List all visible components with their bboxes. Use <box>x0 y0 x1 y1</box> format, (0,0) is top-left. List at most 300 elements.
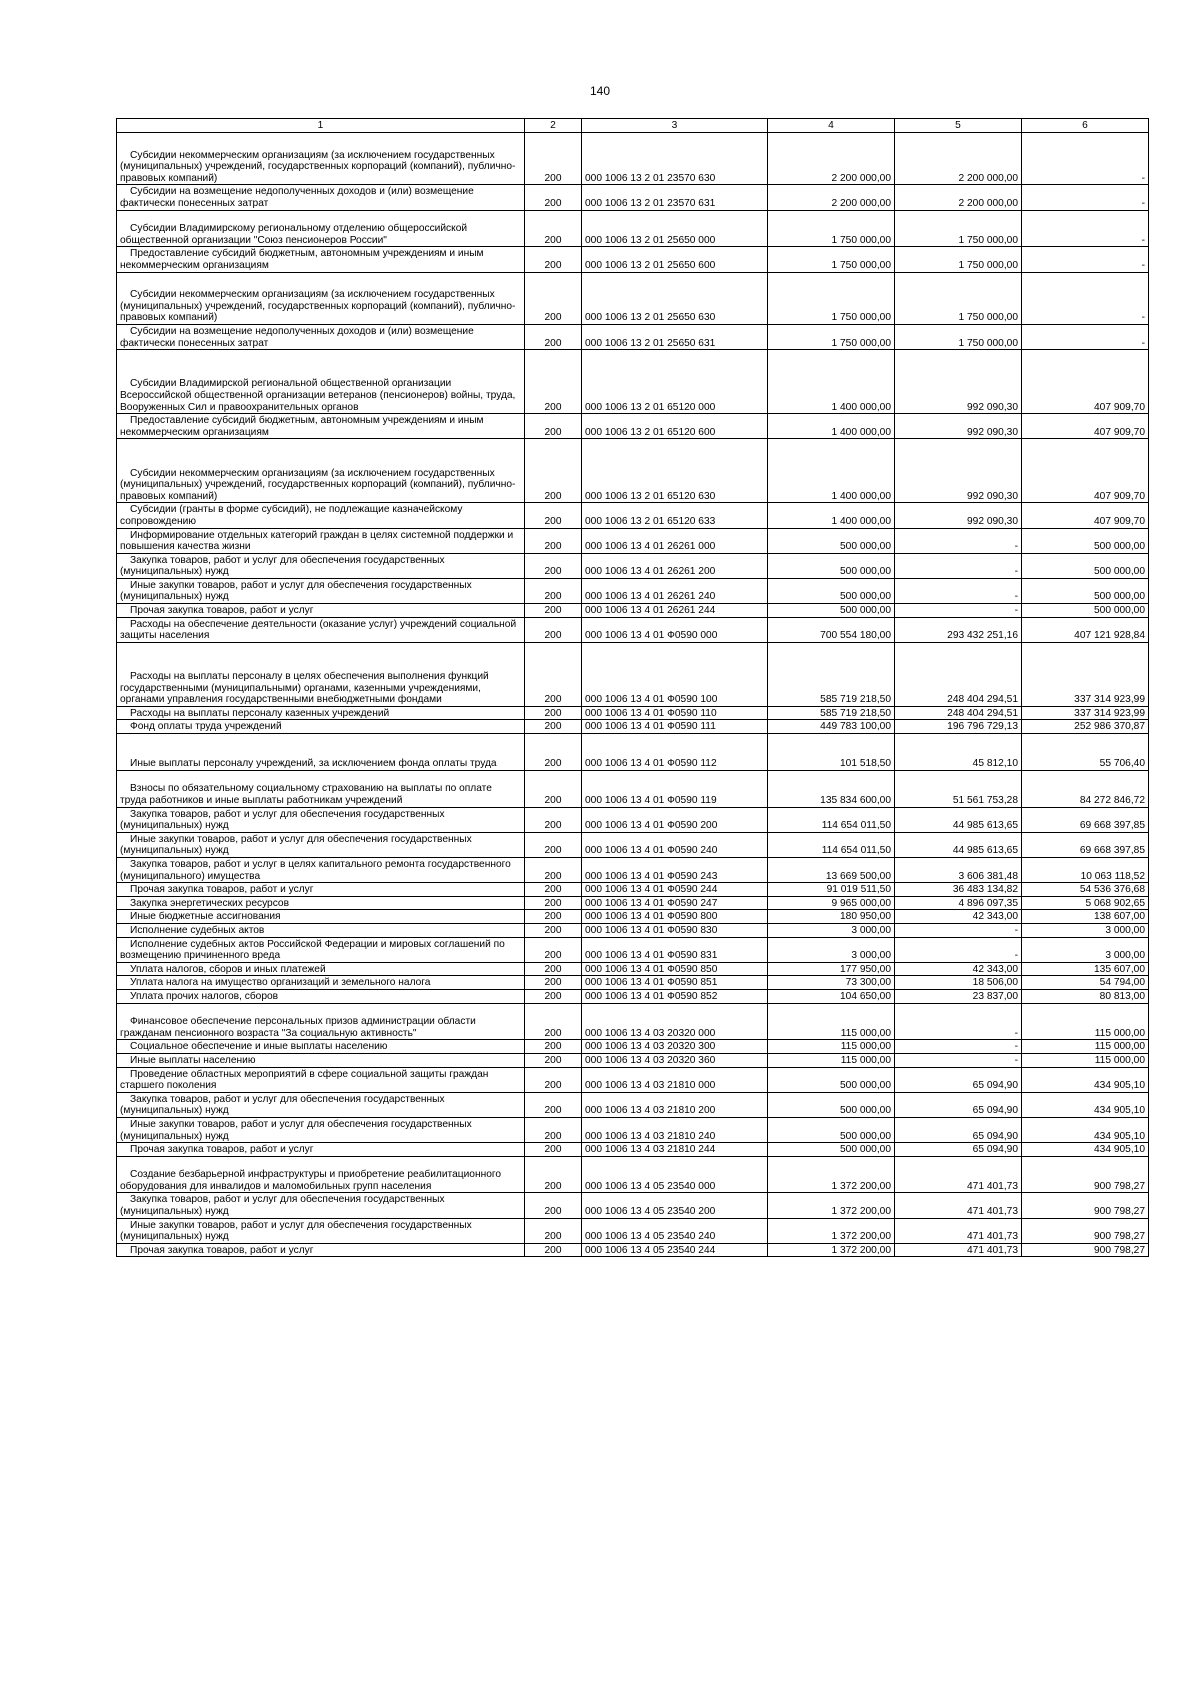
row-plan-amount: 177 950,00 <box>768 962 895 976</box>
row-budget-code: 000 1006 13 4 01 Ф0590 000 <box>582 617 768 642</box>
row-executed-amount: 44 985 613,65 <box>895 807 1022 832</box>
row-budget-code: 000 1006 13 2 01 25650 630 <box>582 272 768 324</box>
row-plan-amount: 180 950,00 <box>768 910 895 924</box>
table-row <box>117 832 1149 857</box>
row-admin-code: 200 <box>525 414 582 439</box>
row-name-text: Взносы по обязательному социальному страхованию на выплаты по оплате труда работников и иные выплаты работникам учреждений <box>120 783 492 807</box>
row-name <box>117 1067 525 1092</box>
row-remaining-amount: 135 607,00 <box>1022 962 1149 976</box>
row-plan-amount: 1 372 200,00 <box>768 1156 895 1193</box>
row-name <box>117 617 525 642</box>
row-executed-amount: 65 094,90 <box>895 1117 1022 1142</box>
row-name-text: Закупка товаров, работ и услуг для обеспечения государственных (муниципальных) нужд <box>120 1093 445 1117</box>
table-row <box>117 1193 1149 1218</box>
row-budget-code: 000 1006 13 4 03 21810 240 <box>582 1117 768 1142</box>
row-name <box>117 210 525 247</box>
row-executed-amount: 65 094,90 <box>895 1092 1022 1117</box>
row-remaining-amount: 115 000,00 <box>1022 1053 1149 1067</box>
row-budget-code: 000 1006 13 4 01 Ф0590 851 <box>582 976 768 990</box>
row-remaining-amount: 3 000,00 <box>1022 937 1149 962</box>
row-executed-amount: 51 561 753,28 <box>895 770 1022 807</box>
row-remaining-amount: - <box>1022 272 1149 324</box>
row-budget-code: 000 1006 13 2 01 65120 633 <box>582 503 768 528</box>
row-budget-code: 000 1006 13 4 05 23540 240 <box>582 1218 768 1243</box>
row-budget-code: 000 1006 13 4 01 Ф0590 800 <box>582 910 768 924</box>
row-name-text: Уплата налогов, сборов и иных платежей <box>130 963 326 975</box>
row-budget-code: 000 1006 13 4 01 Ф0590 110 <box>582 706 768 720</box>
row-plan-amount: 73 300,00 <box>768 976 895 990</box>
row-executed-amount: - <box>895 937 1022 962</box>
row-name-text: Прочая закупка товаров, работ и услуг <box>130 884 314 896</box>
row-budget-code: 000 1006 13 4 01 Ф0590 111 <box>582 720 768 734</box>
column-header-4: 4 <box>768 119 895 133</box>
row-plan-amount: 114 654 011,50 <box>768 807 895 832</box>
table-row <box>117 734 1149 771</box>
row-remaining-amount: 407 121 928,84 <box>1022 617 1149 642</box>
row-name <box>117 528 525 553</box>
row-name <box>117 414 525 439</box>
row-name <box>117 832 525 857</box>
row-name <box>117 770 525 807</box>
row-plan-amount: 2 200 000,00 <box>768 133 895 185</box>
row-name-text: Закупка товаров, работ и услуг в целях капитального ремонта государственного (муниципального) имущества <box>120 859 511 882</box>
row-admin-code: 200 <box>525 439 582 503</box>
row-name <box>117 439 525 503</box>
row-remaining-amount: 434 905,10 <box>1022 1143 1149 1157</box>
row-admin-code: 200 <box>525 923 582 937</box>
table-header-row <box>117 119 1149 133</box>
row-plan-amount: 1 750 000,00 <box>768 324 895 349</box>
row-budget-code: 000 1006 13 2 01 23570 631 <box>582 185 768 210</box>
row-name-text: Проведение областных мероприятий в сфере социальной защиты граждан старшего поколения <box>120 1068 489 1092</box>
row-admin-code: 200 <box>525 858 582 883</box>
row-name-text: Закупка товаров, работ и услуг для обеспечения государственных (муниципальных) нужд <box>120 1194 445 1218</box>
page-number: 140 <box>589 84 611 98</box>
row-name-text: Фонд оплаты труда учреждений <box>130 721 282 733</box>
row-plan-amount: 114 654 011,50 <box>768 832 895 857</box>
row-remaining-amount: 54 794,00 <box>1022 976 1149 990</box>
table-row <box>117 1092 1149 1117</box>
row-budget-code: 000 1006 13 4 03 20320 300 <box>582 1040 768 1054</box>
row-remaining-amount: - <box>1022 133 1149 185</box>
row-name <box>117 1143 525 1157</box>
row-executed-amount: 1 750 000,00 <box>895 210 1022 247</box>
row-plan-amount: 500 000,00 <box>768 1067 895 1092</box>
row-admin-code: 200 <box>525 617 582 642</box>
row-name-text: Предоставление субсидий бюджетным, автономным учреждениям и иным некоммерческим организациям <box>120 415 484 438</box>
row-plan-amount: 500 000,00 <box>768 604 895 618</box>
row-budget-code: 000 1006 13 4 01 Ф0590 830 <box>582 923 768 937</box>
row-remaining-amount: 434 905,10 <box>1022 1117 1149 1142</box>
row-name <box>117 858 525 883</box>
table-row <box>117 1003 1149 1040</box>
row-name-text: Расходы на выплаты персоналу казенных учреждений <box>130 707 390 719</box>
row-budget-code: 000 1006 13 4 05 23540 000 <box>582 1156 768 1193</box>
row-plan-amount: 135 834 600,00 <box>768 770 895 807</box>
row-remaining-amount: 500 000,00 <box>1022 578 1149 603</box>
row-name <box>117 324 525 349</box>
row-executed-amount: 42 343,00 <box>895 910 1022 924</box>
row-admin-code: 200 <box>525 324 582 349</box>
row-name-text: Создание безбарьерной инфраструктуры и приобретение реабилитационного оборудования для инвалидов и маломобильных групп населения <box>120 1169 502 1192</box>
row-name <box>117 1193 525 1218</box>
table-row <box>117 324 1149 349</box>
table-body <box>117 133 1149 1257</box>
row-budget-code: 000 1006 13 4 01 Ф0590 100 <box>582 642 768 706</box>
row-plan-amount: 1 750 000,00 <box>768 272 895 324</box>
row-plan-amount: 115 000,00 <box>768 1053 895 1067</box>
row-budget-code: 000 1006 13 4 01 Ф0590 850 <box>582 962 768 976</box>
row-name-text: Субсидии Владимирскому региональному отделению общероссийской общественной организации "Союз пенсионеров России" <box>120 223 468 246</box>
column-header-2: 2 <box>525 119 582 133</box>
row-name-text: Субсидии на возмещение недополученных доходов и (или) возмещение фактически понесенных затрат <box>120 186 474 209</box>
row-name <box>117 1243 525 1257</box>
row-plan-amount: 115 000,00 <box>768 1003 895 1040</box>
row-admin-code: 200 <box>525 1117 582 1142</box>
column-header-5: 5 <box>895 119 1022 133</box>
row-remaining-amount: 3 000,00 <box>1022 923 1149 937</box>
row-executed-amount: 65 094,90 <box>895 1067 1022 1092</box>
row-plan-amount: 1 750 000,00 <box>768 247 895 272</box>
row-remaining-amount: 84 272 846,72 <box>1022 770 1149 807</box>
row-plan-amount: 3 000,00 <box>768 923 895 937</box>
row-executed-amount: 248 404 294,51 <box>895 706 1022 720</box>
table-row <box>117 989 1149 1003</box>
row-budget-code: 000 1006 13 2 01 25650 631 <box>582 324 768 349</box>
row-name <box>117 883 525 897</box>
table-row <box>117 937 1149 962</box>
row-remaining-amount: 500 000,00 <box>1022 528 1149 553</box>
row-budget-code: 000 1006 13 2 01 25650 600 <box>582 247 768 272</box>
row-name <box>117 896 525 910</box>
row-remaining-amount: - <box>1022 247 1149 272</box>
row-remaining-amount: 80 813,00 <box>1022 989 1149 1003</box>
row-budget-code: 000 1006 13 4 05 23540 200 <box>582 1193 768 1218</box>
row-budget-code: 000 1006 13 4 05 23540 244 <box>582 1243 768 1257</box>
row-name <box>117 910 525 924</box>
table-row <box>117 1117 1149 1142</box>
row-name-text: Расходы на выплаты персоналу в целях обеспечения выполнения функций государственными (муниципальными) органами, казенными учреждениями, органами управления государственными внебюджетными фондами <box>120 671 489 706</box>
row-name <box>117 976 525 990</box>
row-admin-code: 200 <box>525 910 582 924</box>
table-row <box>117 962 1149 976</box>
row-plan-amount: 1 372 200,00 <box>768 1193 895 1218</box>
table-row <box>117 578 1149 603</box>
table-row <box>117 617 1149 642</box>
column-header-1: 1 <box>117 119 525 133</box>
row-budget-code: 000 1006 13 2 01 23570 630 <box>582 133 768 185</box>
row-name <box>117 272 525 324</box>
row-plan-amount: 585 719 218,50 <box>768 642 895 706</box>
row-remaining-amount: 5 068 902,65 <box>1022 896 1149 910</box>
row-plan-amount: 101 518,50 <box>768 734 895 771</box>
row-remaining-amount: 54 536 376,68 <box>1022 883 1149 897</box>
table-row <box>117 976 1149 990</box>
row-remaining-amount: 69 668 397,85 <box>1022 832 1149 857</box>
table-row <box>117 133 1149 185</box>
row-budget-code: 000 1006 13 4 03 21810 000 <box>582 1067 768 1092</box>
row-name-text: Иные выплаты персоналу учреждений, за исключением фонда оплаты труда <box>130 758 497 770</box>
row-budget-code: 000 1006 13 4 01 Ф0590 244 <box>582 883 768 897</box>
row-name-text: Субсидии некоммерческим организациям (за исключением государственных (муниципальных) учреждений, государственных корпораций (компаний), публично-правовых компаний) <box>120 149 516 184</box>
row-admin-code: 200 <box>525 807 582 832</box>
row-admin-code: 200 <box>525 883 582 897</box>
row-executed-amount: - <box>895 528 1022 553</box>
row-admin-code: 200 <box>525 1092 582 1117</box>
row-remaining-amount: 434 905,10 <box>1022 1067 1149 1092</box>
row-remaining-amount: 407 909,70 <box>1022 503 1149 528</box>
row-executed-amount: 471 401,73 <box>895 1218 1022 1243</box>
row-name-text: Иные выплаты населению <box>130 1054 256 1066</box>
row-plan-amount: 13 669 500,00 <box>768 858 895 883</box>
row-budget-code: 000 1006 13 4 01 26261 000 <box>582 528 768 553</box>
row-remaining-amount: 900 798,27 <box>1022 1156 1149 1193</box>
row-plan-amount: 1 372 200,00 <box>768 1243 895 1257</box>
table-row <box>117 185 1149 210</box>
row-admin-code: 200 <box>525 1067 582 1092</box>
row-plan-amount: 500 000,00 <box>768 1092 895 1117</box>
row-executed-amount: 1 750 000,00 <box>895 247 1022 272</box>
row-budget-code: 000 1006 13 2 01 65120 600 <box>582 414 768 439</box>
row-remaining-amount: 69 668 397,85 <box>1022 807 1149 832</box>
row-executed-amount: - <box>895 923 1022 937</box>
row-remaining-amount: 337 314 923,99 <box>1022 642 1149 706</box>
row-executed-amount: 2 200 000,00 <box>895 133 1022 185</box>
row-name <box>117 1092 525 1117</box>
row-admin-code: 200 <box>525 210 582 247</box>
row-remaining-amount: 138 607,00 <box>1022 910 1149 924</box>
row-name-text: Закупка товаров, работ и услуг для обеспечения государственных (муниципальных) нужд <box>120 554 445 578</box>
row-executed-amount: 1 750 000,00 <box>895 324 1022 349</box>
row-name-text: Субсидии Владимирской региональной общественной организации Всероссийской общественной организации ветеранов (пенсионеров) войны, труда, Вооруженных Сил и правоохранительных органов <box>120 378 516 413</box>
row-budget-code: 000 1006 13 4 03 21810 244 <box>582 1143 768 1157</box>
row-executed-amount: 992 090,30 <box>895 439 1022 503</box>
row-remaining-amount: 115 000,00 <box>1022 1040 1149 1054</box>
row-name <box>117 133 525 185</box>
row-name <box>117 962 525 976</box>
table-row <box>117 706 1149 720</box>
row-admin-code: 200 <box>525 528 582 553</box>
row-admin-code: 200 <box>525 642 582 706</box>
row-name <box>117 503 525 528</box>
table-row <box>117 923 1149 937</box>
row-executed-amount: 248 404 294,51 <box>895 642 1022 706</box>
row-executed-amount: 471 401,73 <box>895 1243 1022 1257</box>
table-row <box>117 414 1149 439</box>
row-executed-amount: 293 432 251,16 <box>895 617 1022 642</box>
row-name-text: Уплата прочих налогов, сборов <box>130 990 279 1002</box>
table-row <box>117 910 1149 924</box>
row-remaining-amount: 900 798,27 <box>1022 1193 1149 1218</box>
row-budget-code: 000 1006 13 4 01 Ф0590 200 <box>582 807 768 832</box>
table-row <box>117 604 1149 618</box>
table-row <box>117 807 1149 832</box>
table-row <box>117 247 1149 272</box>
row-plan-amount: 9 965 000,00 <box>768 896 895 910</box>
row-executed-amount: 471 401,73 <box>895 1156 1022 1193</box>
table-row <box>117 642 1149 706</box>
table-row <box>117 1218 1149 1243</box>
table-row <box>117 1067 1149 1092</box>
row-executed-amount: 4 896 097,35 <box>895 896 1022 910</box>
row-budget-code: 000 1006 13 4 01 Ф0590 240 <box>582 832 768 857</box>
row-plan-amount: 700 554 180,00 <box>768 617 895 642</box>
row-plan-amount: 3 000,00 <box>768 937 895 962</box>
row-remaining-amount: 900 798,27 <box>1022 1243 1149 1257</box>
row-name-text: Субсидии (гранты в форме субсидий), не подлежащие казначейскому сопровождению <box>120 504 463 527</box>
row-name <box>117 185 525 210</box>
row-name <box>117 642 525 706</box>
row-admin-code: 200 <box>525 1218 582 1243</box>
row-admin-code: 200 <box>525 706 582 720</box>
row-executed-amount: 2 200 000,00 <box>895 185 1022 210</box>
row-name-text: Социальное обеспечение и иные выплаты населению <box>130 1041 388 1053</box>
row-executed-amount: 42 343,00 <box>895 962 1022 976</box>
row-admin-code: 200 <box>525 976 582 990</box>
table-row <box>117 1243 1149 1257</box>
row-name-text: Исполнение судебных актов Российской Федерации и мировых соглашений по возмещению причиненного вреда <box>120 938 505 962</box>
row-admin-code: 200 <box>525 896 582 910</box>
row-name <box>117 604 525 618</box>
row-name-text: Финансовое обеспечение персональных призов администрации области гражданам пенсионного возраста "За социальную активность" <box>120 1016 476 1039</box>
row-admin-code: 200 <box>525 247 582 272</box>
row-admin-code: 200 <box>525 1193 582 1218</box>
row-plan-amount: 449 783 100,00 <box>768 720 895 734</box>
row-admin-code: 200 <box>525 989 582 1003</box>
row-admin-code: 200 <box>525 133 582 185</box>
row-executed-amount: 992 090,30 <box>895 503 1022 528</box>
row-plan-amount: 1 372 200,00 <box>768 1218 895 1243</box>
row-remaining-amount: 10 063 118,52 <box>1022 858 1149 883</box>
row-executed-amount: 992 090,30 <box>895 350 1022 414</box>
table-row <box>117 272 1149 324</box>
row-executed-amount: 3 606 381,48 <box>895 858 1022 883</box>
row-plan-amount: 500 000,00 <box>768 553 895 578</box>
row-remaining-amount: 900 798,27 <box>1022 1218 1149 1243</box>
row-admin-code: 200 <box>525 604 582 618</box>
row-name <box>117 247 525 272</box>
row-plan-amount: 500 000,00 <box>768 528 895 553</box>
row-admin-code: 200 <box>525 1243 582 1257</box>
row-remaining-amount: - <box>1022 324 1149 349</box>
row-name-text: Закупка товаров, работ и услуг для обеспечения государственных (муниципальных) нужд <box>120 808 445 832</box>
row-plan-amount: 115 000,00 <box>768 1040 895 1054</box>
row-name-text: Иные бюджетные ассигнования <box>130 911 281 923</box>
row-executed-amount: - <box>895 553 1022 578</box>
row-executed-amount: - <box>895 1003 1022 1040</box>
row-budget-code: 000 1006 13 2 01 65120 000 <box>582 350 768 414</box>
table-row <box>117 1053 1149 1067</box>
row-budget-code: 000 1006 13 4 03 21810 200 <box>582 1092 768 1117</box>
row-executed-amount: - <box>895 1040 1022 1054</box>
row-admin-code: 200 <box>525 553 582 578</box>
row-executed-amount: 18 506,00 <box>895 976 1022 990</box>
row-admin-code: 200 <box>525 937 582 962</box>
table-row <box>117 1040 1149 1054</box>
row-name-text: Субсидии некоммерческим организациям (за исключением государственных (муниципальных) учреждений, государственных корпораций (компаний), публично-правовых компаний) <box>120 467 516 502</box>
row-executed-amount: 992 090,30 <box>895 414 1022 439</box>
row-name <box>117 937 525 962</box>
row-plan-amount: 91 019 511,50 <box>768 883 895 897</box>
row-plan-amount: 1 400 000,00 <box>768 503 895 528</box>
row-remaining-amount: 434 905,10 <box>1022 1092 1149 1117</box>
row-remaining-amount: - <box>1022 185 1149 210</box>
table-row <box>117 503 1149 528</box>
row-plan-amount: 585 719 218,50 <box>768 706 895 720</box>
row-name-text: Исполнение судебных актов <box>130 924 265 936</box>
row-remaining-amount: 407 909,70 <box>1022 350 1149 414</box>
table-row <box>117 439 1149 503</box>
row-budget-code: 000 1006 13 4 01 26261 240 <box>582 578 768 603</box>
row-name-text: Предоставление субсидий бюджетным, автономным учреждениям и иным некоммерческим организациям <box>120 248 484 271</box>
row-remaining-amount: 407 909,70 <box>1022 439 1149 503</box>
row-plan-amount: 104 650,00 <box>768 989 895 1003</box>
table-row <box>117 553 1149 578</box>
table-row <box>117 770 1149 807</box>
row-name <box>117 923 525 937</box>
row-name-text: Прочая закупка товаров, работ и услуг <box>130 1144 314 1156</box>
row-admin-code: 200 <box>525 1156 582 1193</box>
row-admin-code: 200 <box>525 832 582 857</box>
row-budget-code: 000 1006 13 4 01 Ф0590 119 <box>582 770 768 807</box>
row-plan-amount: 1 400 000,00 <box>768 414 895 439</box>
row-budget-code: 000 1006 13 2 01 65120 630 <box>582 439 768 503</box>
row-name-text: Субсидии некоммерческим организациям (за исключением государственных (муниципальных) учреждений, государственных корпораций (компаний), публично-правовых компаний) <box>120 289 516 324</box>
row-executed-amount: 36 483 134,82 <box>895 883 1022 897</box>
row-name <box>117 720 525 734</box>
row-name <box>117 1218 525 1243</box>
row-plan-amount: 1 750 000,00 <box>768 210 895 247</box>
row-executed-amount: 23 837,00 <box>895 989 1022 1003</box>
row-name <box>117 1040 525 1054</box>
row-plan-amount: 1 400 000,00 <box>768 439 895 503</box>
row-admin-code: 200 <box>525 720 582 734</box>
row-plan-amount: 1 400 000,00 <box>768 350 895 414</box>
row-name-text: Закупка энергетических ресурсов <box>130 897 290 909</box>
table-row <box>117 210 1149 247</box>
row-executed-amount: 45 812,10 <box>895 734 1022 771</box>
row-admin-code: 200 <box>525 1143 582 1157</box>
row-executed-amount: 196 796 729,13 <box>895 720 1022 734</box>
row-executed-amount: 44 985 613,65 <box>895 832 1022 857</box>
table-row <box>117 896 1149 910</box>
table-row <box>117 1143 1149 1157</box>
row-admin-code: 200 <box>525 272 582 324</box>
row-executed-amount: - <box>895 578 1022 603</box>
row-executed-amount: - <box>895 1053 1022 1067</box>
row-name <box>117 1156 525 1193</box>
row-remaining-amount: 115 000,00 <box>1022 1003 1149 1040</box>
row-admin-code: 200 <box>525 578 582 603</box>
row-admin-code: 200 <box>525 770 582 807</box>
row-executed-amount: 1 750 000,00 <box>895 272 1022 324</box>
row-remaining-amount: 337 314 923,99 <box>1022 706 1149 720</box>
row-name <box>117 1053 525 1067</box>
row-admin-code: 200 <box>525 1040 582 1054</box>
table-row <box>117 1156 1149 1193</box>
row-name <box>117 1003 525 1040</box>
row-budget-code: 000 1006 13 4 03 20320 000 <box>582 1003 768 1040</box>
row-budget-code: 000 1006 13 4 01 Ф0590 112 <box>582 734 768 771</box>
row-name-text: Прочая закупка товаров, работ и услуг <box>130 1244 314 1256</box>
row-executed-amount: - <box>895 604 1022 618</box>
row-plan-amount: 2 200 000,00 <box>768 185 895 210</box>
row-admin-code: 200 <box>525 503 582 528</box>
budget-execution-table <box>116 118 1149 1257</box>
row-budget-code: 000 1006 13 4 01 Ф0590 243 <box>582 858 768 883</box>
row-admin-code: 200 <box>525 350 582 414</box>
table-row <box>117 883 1149 897</box>
